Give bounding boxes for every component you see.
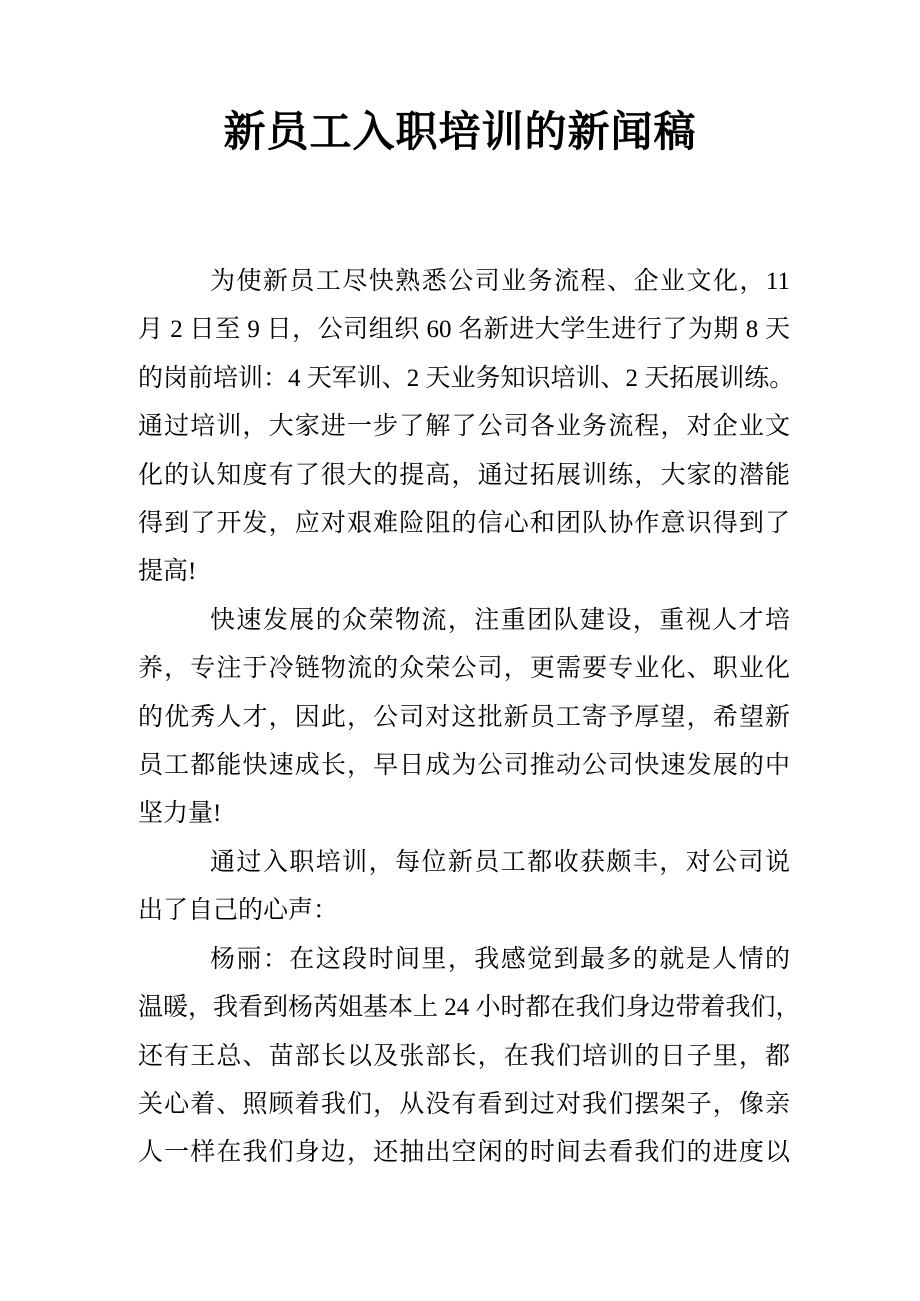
text-line: 关心着、照顾着我们，从没有看到过对我们摆架子，像亲 (138, 1090, 790, 1118)
text-line: 养，专注于冷链物流的众荣公司，更需要专业化、职业化 (138, 655, 790, 683)
text-line: 员工都能快速成长，早日成为公司推动公司快速发展的中 (138, 752, 790, 780)
text-line: 化的认知度有了很大的提高，通过拓展训练，大家的潜能 (138, 461, 790, 489)
text-line: 出了自己的心声： (138, 897, 339, 925)
text-line: 通过培训，大家进一步了解了公司各业务流程，对企业文 (138, 413, 790, 441)
text-line: 坚力量! (138, 800, 222, 828)
text-line: 得到了开发，应对艰难险阻的信心和团队协作意识得到了 (138, 510, 790, 538)
text-line: 快速发展的众荣物流，注重团队建设，重视人才培 (210, 606, 790, 634)
text-line: 还有王总、苗部长以及张部长，在我们培训的日子里，都 (138, 1042, 790, 1070)
text-line: 月 2 日至 9 日，公司组织 60 名新进大学生进行了为期 8 天 (138, 316, 790, 344)
text-line: 的岗前培训：4 天军训、2 天业务知识培训、2 天拓展训练。 (138, 364, 795, 392)
text-line: 提高! (138, 558, 197, 586)
document-body (138, 258, 801, 1178)
text-line: 为使新员工尽快熟悉公司业务流程、企业文化，11 (210, 268, 790, 295)
page-title: 新员工入职培训的新闻稿 (223, 108, 697, 155)
text-line: 温暖，我看到杨芮姐基本上 24 小时都在我们身边带着我们， (138, 994, 801, 1022)
text-line: 人一样在我们身边，还抽出空闲的时间去看我们的进度以 (138, 1139, 790, 1167)
text-line: 的优秀人才，因此，公司对这批新员工寄予厚望，希望新 (138, 703, 790, 731)
text-line: 通过入职培训，每位新员工都收获颇丰，对公司说 (210, 848, 790, 876)
text-line: 杨丽：在这段时间里，我感觉到最多的就是人情的 (210, 945, 790, 973)
